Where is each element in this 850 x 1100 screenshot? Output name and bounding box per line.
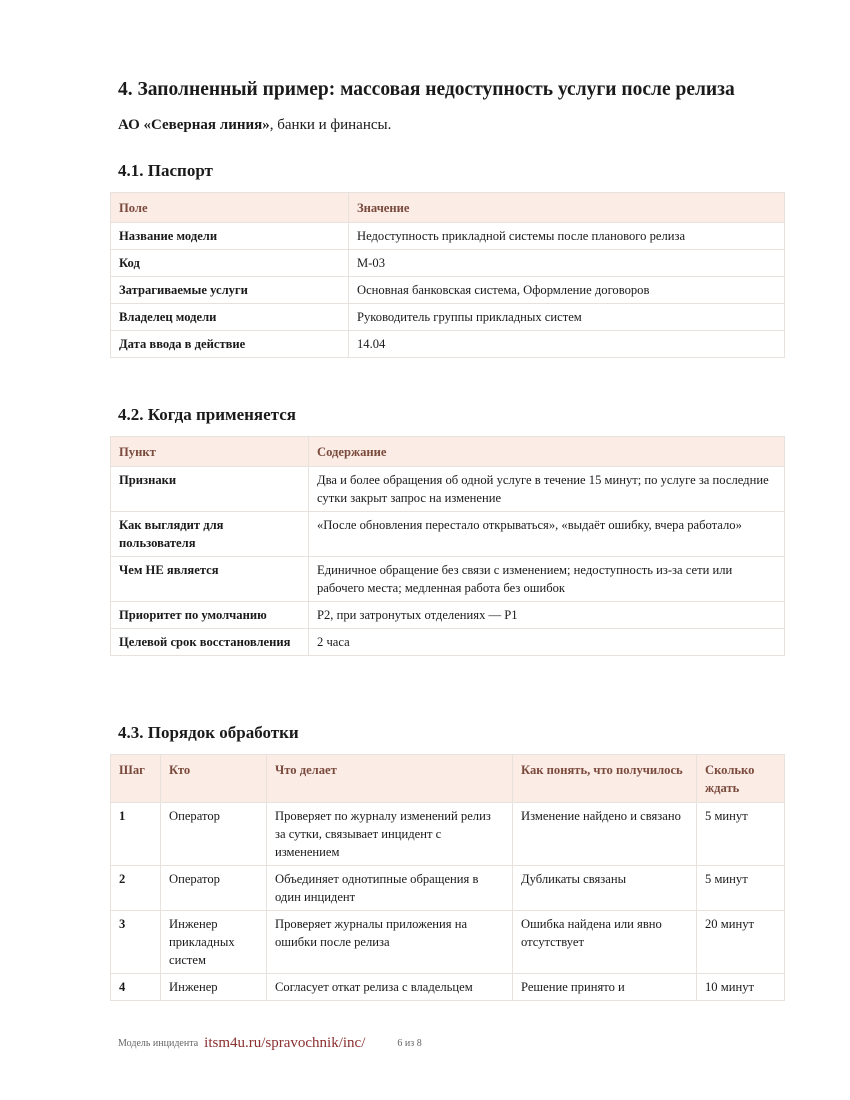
organization-name: АО «Северная линия»	[118, 117, 270, 133]
table-row	[111, 331, 785, 358]
step-action: Согласует откат релиза с владельцем	[267, 974, 513, 1001]
table-row	[111, 602, 785, 629]
table-row	[111, 223, 785, 250]
step-actor: Инженер	[161, 974, 267, 1001]
item-name: Приоритет по умолчанию	[111, 602, 309, 629]
item-content: «После обновления перестало открываться», «выдаёт ошибку, вчера работало»	[309, 512, 785, 557]
section-title: 4. Заполненный пример: массовая недоступность услуги после релиза	[118, 79, 735, 100]
column-header: Сколько ждать	[697, 755, 785, 803]
item-content: Единичное обращение без связи с изменением; недоступность из-за сети или рабочего места; медленная работа без ошибок	[309, 557, 785, 602]
item-name: Признаки	[111, 467, 309, 512]
field-name: Владелец модели	[111, 304, 349, 331]
table-row	[111, 467, 785, 512]
column-header: Значение	[349, 193, 785, 223]
column-header: Пункт	[111, 437, 309, 467]
column-header: Как понять, что получилось	[513, 755, 697, 803]
step-number: 4	[111, 974, 161, 1001]
field-value: М-03	[349, 250, 785, 277]
column-header: Что делает	[267, 755, 513, 803]
when-applied-heading: 4.2. Когда применяется	[118, 405, 296, 424]
table-row	[111, 629, 785, 656]
table-header-row	[111, 755, 785, 803]
column-header: Шаг	[111, 755, 161, 803]
footer-label: Модель инцидента	[118, 1038, 199, 1049]
table-row	[111, 866, 785, 911]
footer-link[interactable]: itsm4u.ru/spravochnik/inc/	[204, 1035, 366, 1051]
column-header: Поле	[111, 193, 349, 223]
step-number: 1	[111, 803, 161, 866]
field-value: Руководитель группы прикладных систем	[349, 304, 785, 331]
column-header: Кто	[161, 755, 267, 803]
step-result: Дубликаты связаны	[513, 866, 697, 911]
step-action: Проверяет журналы приложения на ошибки после релиза	[267, 911, 513, 974]
procedure-table	[110, 754, 785, 1001]
page-footer	[118, 1034, 422, 1051]
organization-line	[118, 117, 391, 134]
step-result: Решение принято и	[513, 974, 697, 1001]
step-result: Ошибка найдена или явно отсутствует	[513, 911, 697, 974]
table-row	[111, 974, 785, 1001]
step-number: 2	[111, 866, 161, 911]
step-result: Изменение найдено и связано	[513, 803, 697, 866]
field-value: 14.04	[349, 331, 785, 358]
item-name: Целевой срок восстановления	[111, 629, 309, 656]
step-duration: 5 минут	[697, 803, 785, 866]
table-header-row	[111, 193, 785, 223]
step-action: Объединяет однотипные обращения в один инцидент	[267, 866, 513, 911]
item-content: 2 часа	[309, 629, 785, 656]
step-actor: Инженер прикладных систем	[161, 911, 267, 974]
field-name: Дата ввода в действие	[111, 331, 349, 358]
table-row	[111, 911, 785, 974]
step-actor: Оператор	[161, 803, 267, 866]
step-duration: 5 минут	[697, 866, 785, 911]
column-header: Содержание	[309, 437, 785, 467]
passport-heading: 4.1. Паспорт	[118, 161, 213, 180]
table-header-row	[111, 437, 785, 467]
item-name: Чем НЕ является	[111, 557, 309, 602]
table-row	[111, 277, 785, 304]
table-row	[111, 304, 785, 331]
field-name: Затрагиваемые услуги	[111, 277, 349, 304]
table-row	[111, 557, 785, 602]
procedure-heading: 4.3. Порядок обработки	[118, 723, 299, 742]
organization-sector: , банки и финансы.	[269, 117, 392, 133]
step-actor: Оператор	[161, 866, 267, 911]
passport-table	[110, 192, 785, 358]
field-value: Недоступность прикладной системы после планового релиза	[349, 223, 785, 250]
field-name: Код	[111, 250, 349, 277]
step-duration: 10 минут	[697, 974, 785, 1001]
page-number: 6 из 8	[397, 1038, 422, 1049]
step-action: Проверяет по журналу изменений релиз за сутки, связывает инцидент с изменением	[267, 803, 513, 866]
table-row	[111, 250, 785, 277]
item-name: Как выглядит для пользователя	[111, 512, 309, 557]
item-content: P2, при затронутых отделениях — P1	[309, 602, 785, 629]
table-row	[111, 512, 785, 557]
item-content: Два и более обращения об одной услуге в течение 15 минут; по услуге за последние сутки закрыт запрос на изменение	[309, 467, 785, 512]
when-applied-table	[110, 436, 785, 656]
field-name: Название модели	[111, 223, 349, 250]
step-duration: 20 минут	[697, 911, 785, 974]
step-number: 3	[111, 911, 161, 974]
field-value: Основная банковская система, Оформление договоров	[349, 277, 785, 304]
table-row	[111, 803, 785, 866]
